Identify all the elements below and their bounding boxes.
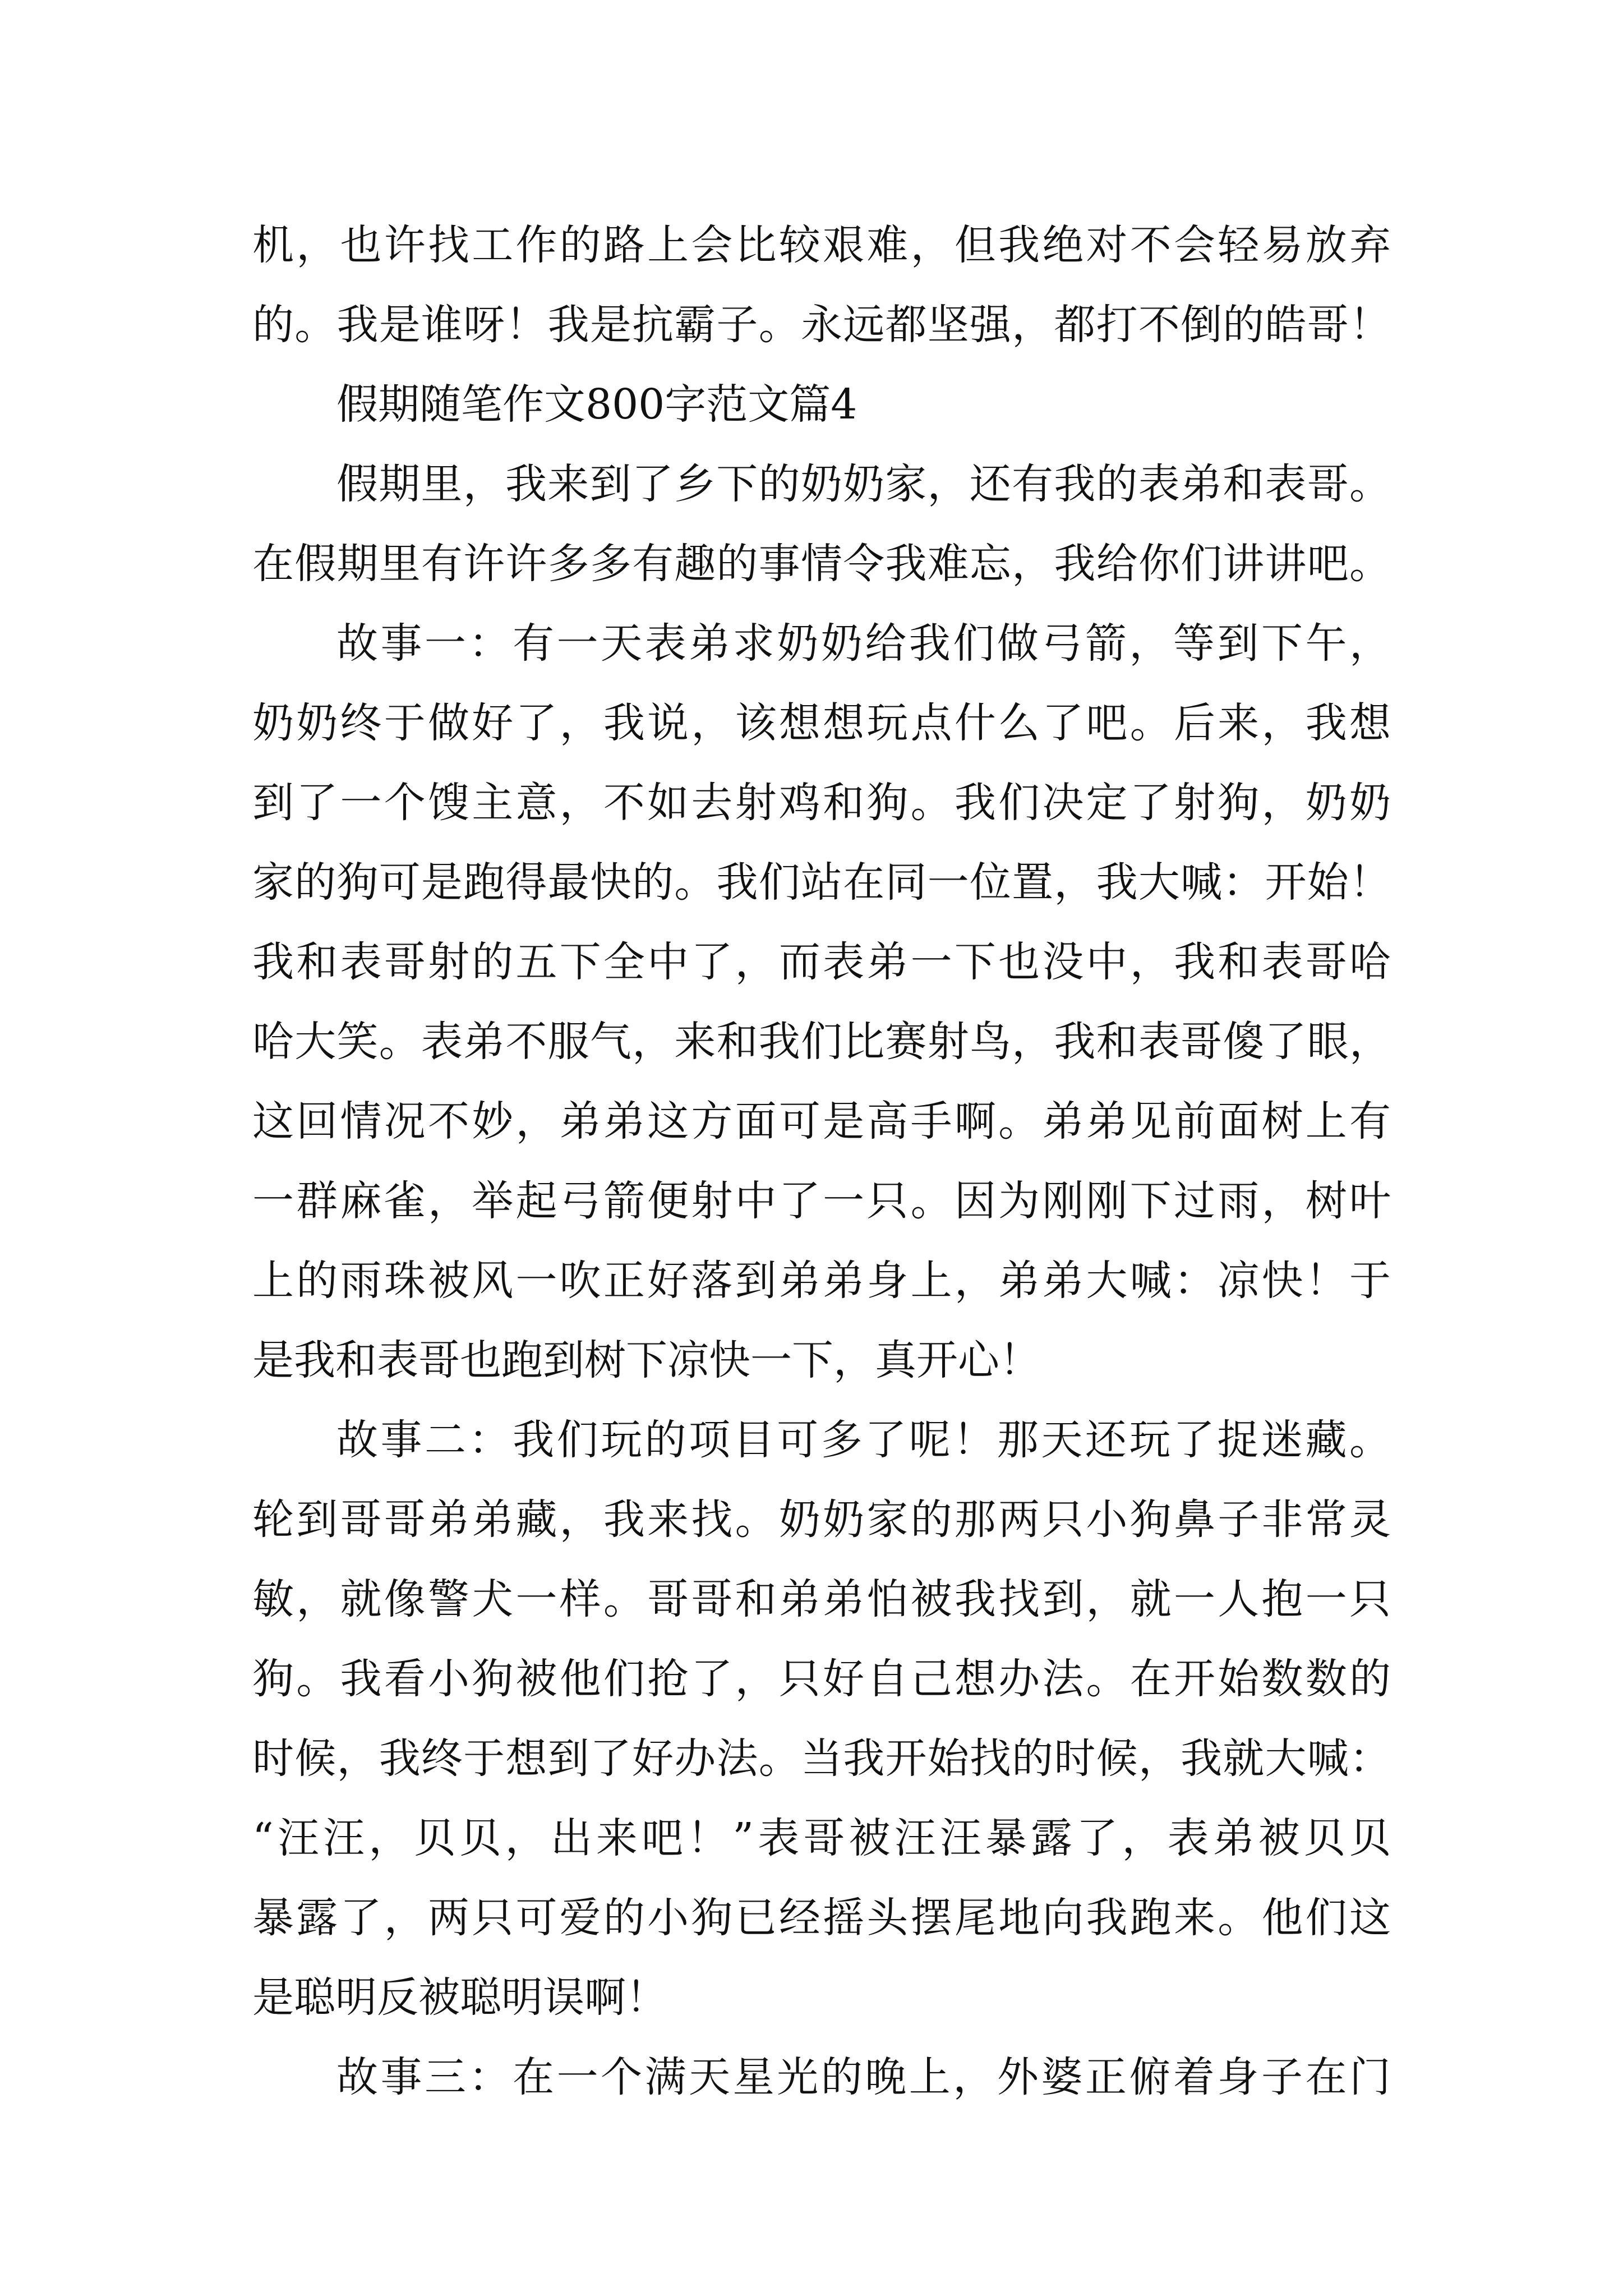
paragraph-first-line: 故事三：在一个满天星光的晚上，外婆正俯着身子在门 xyxy=(336,2053,1391,2101)
text-line: 上的雨珠被风一吹正好落到弟弟身上，弟弟大喊：凉快！于 xyxy=(252,1257,1391,1305)
text-line: 奶奶终于做好了，我说，该想想玩点什么了吧。后来，我想 xyxy=(252,699,1391,747)
paragraph-first-line: 假期里，我来到了乡下的奶奶家，还有我的表弟和表哥。 xyxy=(336,460,1391,508)
text-line: 我和表哥射的五下全中了，而表弟一下也没中，我和表哥哈 xyxy=(252,938,1391,986)
text-line: 的。我是谁呀！我是抗霸子。永远都坚强，都打不倒的皓哥！ xyxy=(252,301,1391,349)
section-heading: 假期随笔作文800字范文篇4 xyxy=(336,380,857,429)
text-line: 这回情况不妙，弟弟这方面可是高手啊。弟弟见前面树上有 xyxy=(252,1097,1391,1145)
text-line: 哈大笑。表弟不服气，来和我们比赛射鸟，我和表哥傻了眼， xyxy=(252,1018,1391,1066)
text-line: 在假期里有许许多多有趣的事情令我难忘，我给你们讲讲吧。 xyxy=(252,540,1391,588)
paragraph-first-line: 故事二：我们玩的项目可多了呢！那天还玩了捉迷藏。 xyxy=(336,1416,1391,1464)
text-line: 时候，我终于想到了好办法。当我开始找的时候，我就大喊： xyxy=(252,1734,1391,1783)
text-line: 敏，就像警犬一样。哥哥和弟弟怕被我找到，就一人抱一只 xyxy=(252,1575,1391,1623)
text-line: 家的狗可是跑得最快的。我们站在同一位置，我大喊：开始！ xyxy=(252,858,1391,907)
text-line: “汪汪，贝贝，出来吧！”表哥被汪汪暴露了，表弟被贝贝 xyxy=(252,1814,1391,1862)
text-line: 一群麻雀，举起弓箭便射中了一只。因为刚刚下过雨，树叶 xyxy=(252,1177,1391,1225)
paragraph-first-line: 故事一：有一天表弟求奶奶给我们做弓箭，等到下午， xyxy=(336,619,1391,668)
text-line: 狗。我看小狗被他们抢了，只好自己想办法。在开始数数的 xyxy=(252,1655,1391,1703)
text-line: 暴露了，两只可爱的小狗已经摇头摆尾地向我跑来。他们这 xyxy=(252,1894,1391,1942)
text-line: 轮到哥哥弟弟藏，我来找。奶奶家的那两只小狗鼻子非常灵 xyxy=(252,1496,1391,1544)
text-line: 是我和表哥也跑到树下凉快一下，真开心！ xyxy=(252,1336,1041,1384)
text-line: 到了一个馊主意，不如去射鸡和狗。我们决定了射狗，奶奶 xyxy=(252,779,1391,827)
text-line: 是聪明反被聪明误啊！ xyxy=(252,1973,667,2022)
text-line: 机，也许找工作的路上会比较艰难，但我绝对不会轻易放弃 xyxy=(252,221,1391,269)
